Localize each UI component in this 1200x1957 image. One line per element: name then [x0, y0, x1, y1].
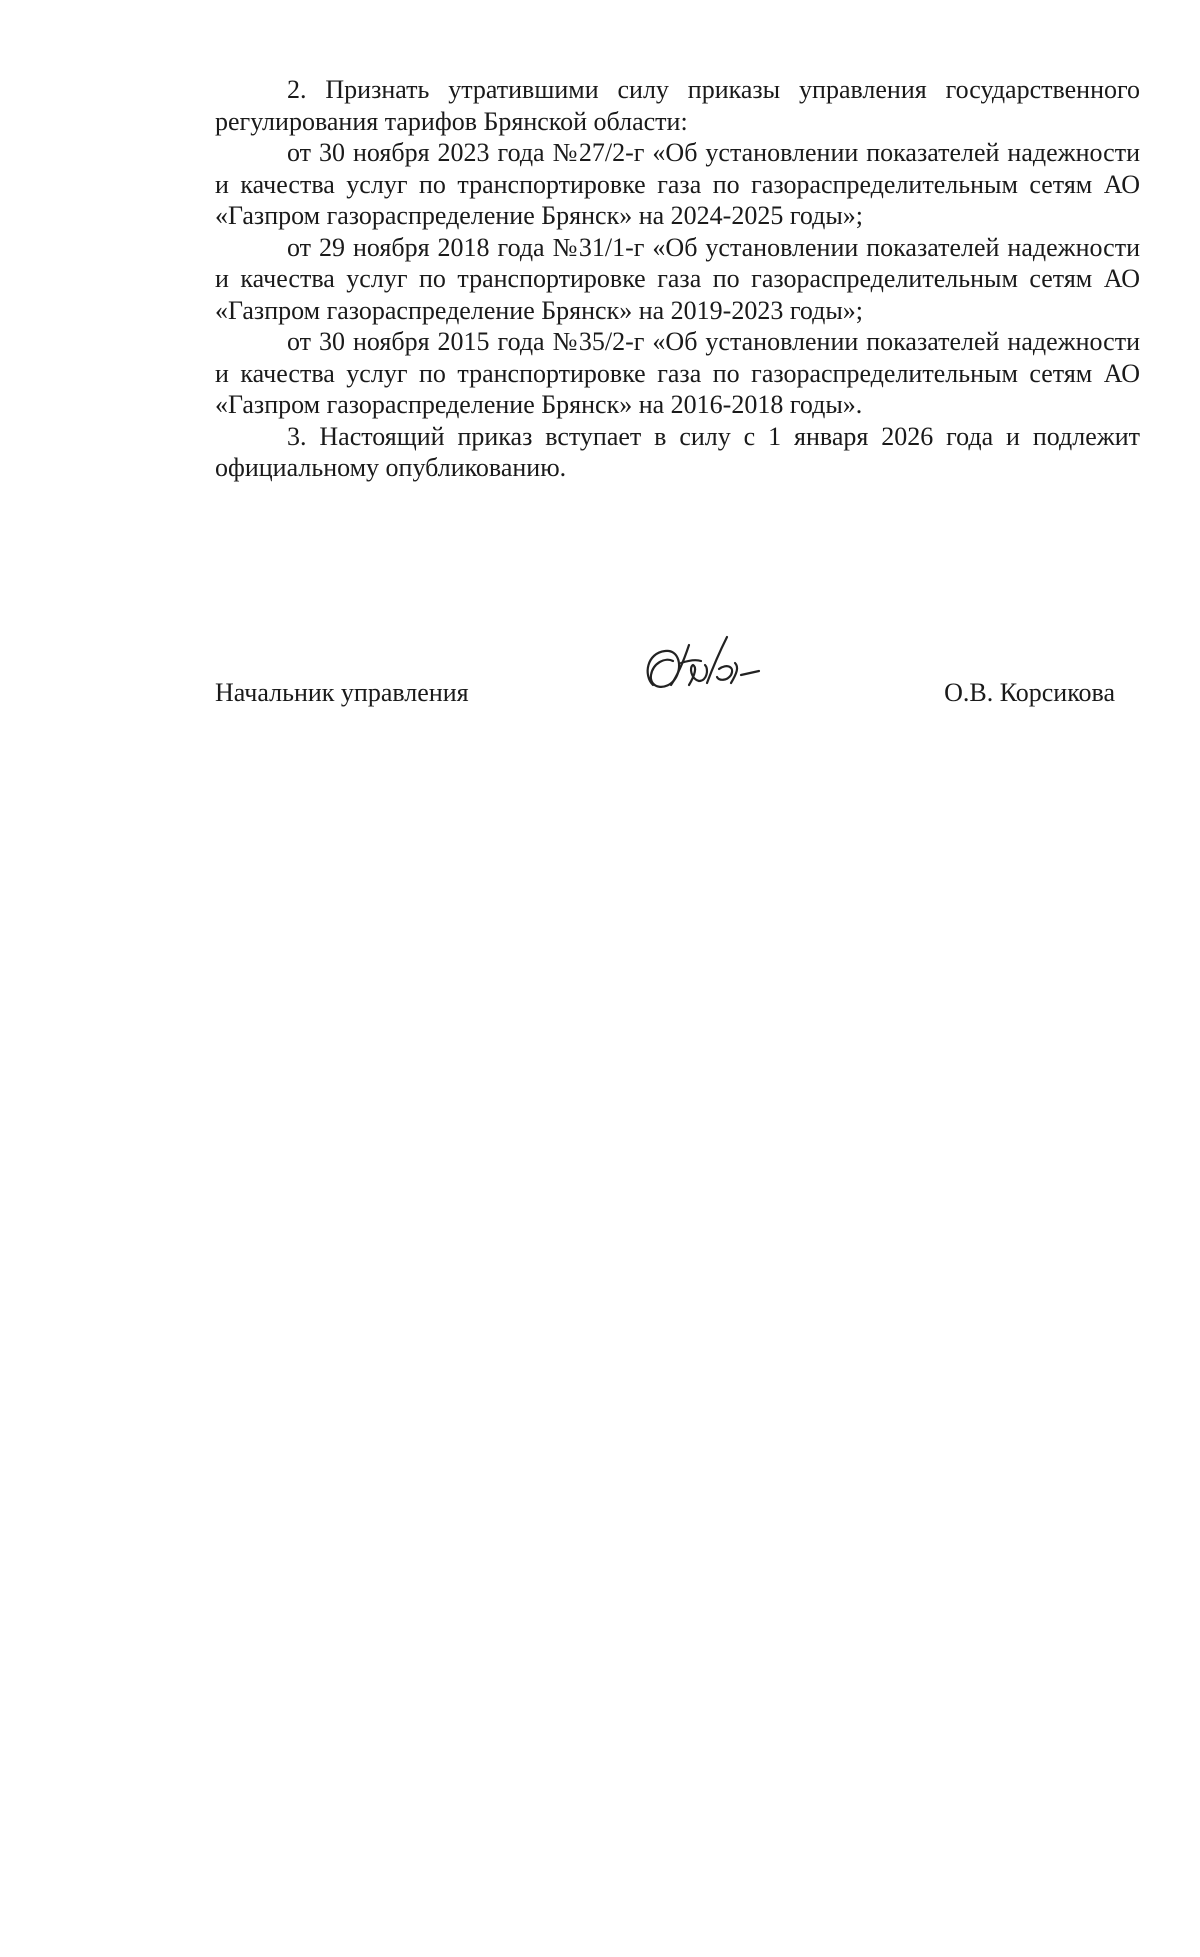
paragraph-item-3-effective-date: 3. Настоящий приказ вступает в силу с 1 января 2026 года и подлежит официальному опубликованию. [215, 421, 1140, 482]
handwritten-signature-icon [635, 623, 785, 713]
signature-block [215, 663, 1115, 743]
signatory-name: О.В. Корсикова [944, 678, 1115, 707]
paragraph-item-2-intro: 2. Признать утратившими силу приказы управления государственного регулирования тарифов Брянской области: [215, 75, 1140, 136]
signatory-title: Начальник управления [215, 678, 469, 707]
repealed-order-2015: от 30 ноября 2015 года №35/2-г «Об установлении показателей надежности и качества услуг по транспортировке газа по газораспределительным сетям АО «Газпром газораспределение Брянск» на 2016-2018 годы». [215, 327, 1140, 419]
document-body [215, 74, 1140, 484]
repealed-order-2023: от 30 ноября 2023 года №27/2-г «Об установлении показателей надежности и качества услуг по транспортировке газа по газораспределительным сетям АО «Газпром газораспределение Брянск» на 2024-2025 годы»; [215, 138, 1140, 230]
repealed-order-2018: от 29 ноября 2018 года №31/1-г «Об установлении показателей надежности и качества услуг по транспортировке газа по газораспределительным сетям АО «Газпром газораспределение Брянск» на 2019-2023 годы»; [215, 232, 1140, 325]
